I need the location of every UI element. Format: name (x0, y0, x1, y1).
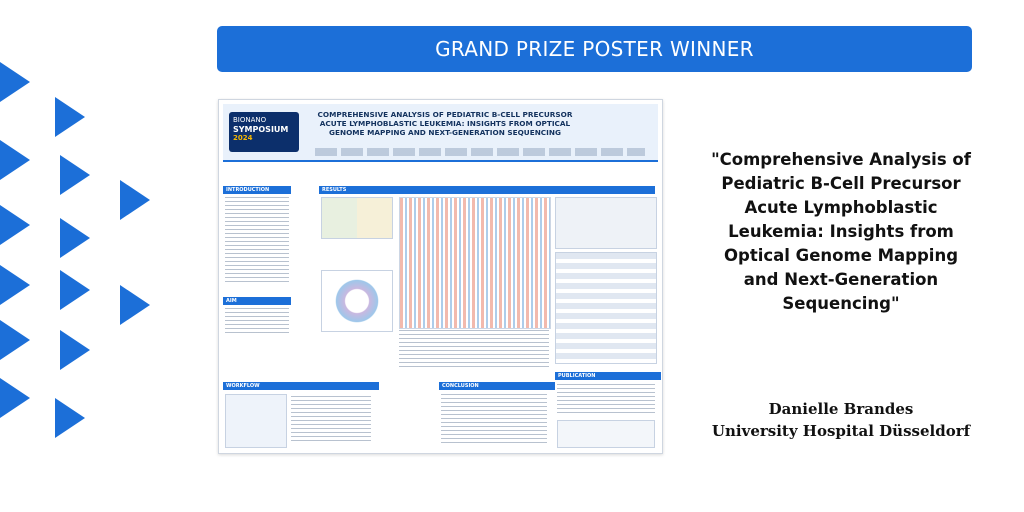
quote-line: Acute Lymphoblastic (744, 198, 938, 217)
poster-header (223, 104, 658, 162)
decorative-triangle (0, 205, 30, 245)
section-workflow: WORKFLOW (223, 382, 379, 390)
symposium-logo (229, 112, 299, 152)
author-name: Danielle Brandes (768, 400, 914, 418)
decorative-triangle (0, 62, 30, 102)
results-text (399, 330, 549, 370)
poster-title: COMPREHENSIVE ANALYSIS OF PEDIATRIC B-CELL PRECURSOR ACUTE LYMPHOBLASTIC LEUKEMIA: INSIGHTS FROM OPTICAL GENOME MAPPING AND NEXT-GENERATION SEQUENCING (317, 110, 573, 137)
quote-line: "Comprehensive Analysis of (711, 150, 971, 169)
quote-line: Sequencing" (782, 294, 900, 313)
workflow-text (291, 396, 371, 444)
figure-concordance (321, 197, 393, 239)
decorative-triangle (0, 265, 30, 305)
decorative-triangle (0, 378, 30, 418)
decorative-triangle (120, 285, 150, 325)
quote-line: Optical Genome Mapping (723, 246, 959, 265)
poster-quote (676, 148, 1006, 316)
decorative-triangle (0, 320, 30, 360)
publication-text (557, 384, 655, 414)
section-aim: AIM (223, 297, 291, 305)
grand-prize-banner (217, 26, 972, 72)
poster-authors (315, 148, 645, 156)
section-conclusion: CONCLUSION (439, 382, 555, 390)
decorative-triangle (60, 218, 90, 258)
banner-text: GRAND PRIZE POSTER WINNER (435, 37, 754, 61)
section-results: RESULTS (319, 186, 655, 194)
decorative-triangle (60, 330, 90, 370)
figure-workflow (225, 394, 287, 448)
figure-sv-landscape (321, 270, 393, 332)
aim-text (225, 308, 289, 334)
introduction-text (225, 197, 289, 285)
quote-line: Leukemia: Insights from (728, 222, 954, 241)
decorative-triangle (0, 140, 30, 180)
poster-image (218, 99, 663, 454)
figure-fusion-genes (555, 252, 657, 364)
quote-line: Pediatric B-Cell Precursor (721, 174, 961, 193)
author-block (676, 398, 1006, 442)
logo-year: 2024 (233, 134, 253, 142)
logo-line1: BIONANO (233, 116, 267, 124)
decorative-triangle (55, 398, 85, 438)
section-introduction: INTRODUCTION (223, 186, 291, 194)
decorative-triangle (60, 270, 90, 310)
section-publication: PUBLICATION (555, 372, 661, 380)
contact-box (557, 420, 655, 448)
figure-validation (555, 197, 657, 249)
decorative-triangle (60, 155, 90, 195)
decorative-triangle (55, 97, 85, 137)
author-affiliation: University Hospital Düsseldorf (711, 422, 971, 440)
conclusion-text (441, 394, 547, 444)
quote-line: and Next-Generation (743, 270, 939, 289)
figure-heatmap (399, 197, 551, 329)
logo-line2: SYMPOSIUM (233, 125, 289, 134)
decorative-triangle (120, 180, 150, 220)
